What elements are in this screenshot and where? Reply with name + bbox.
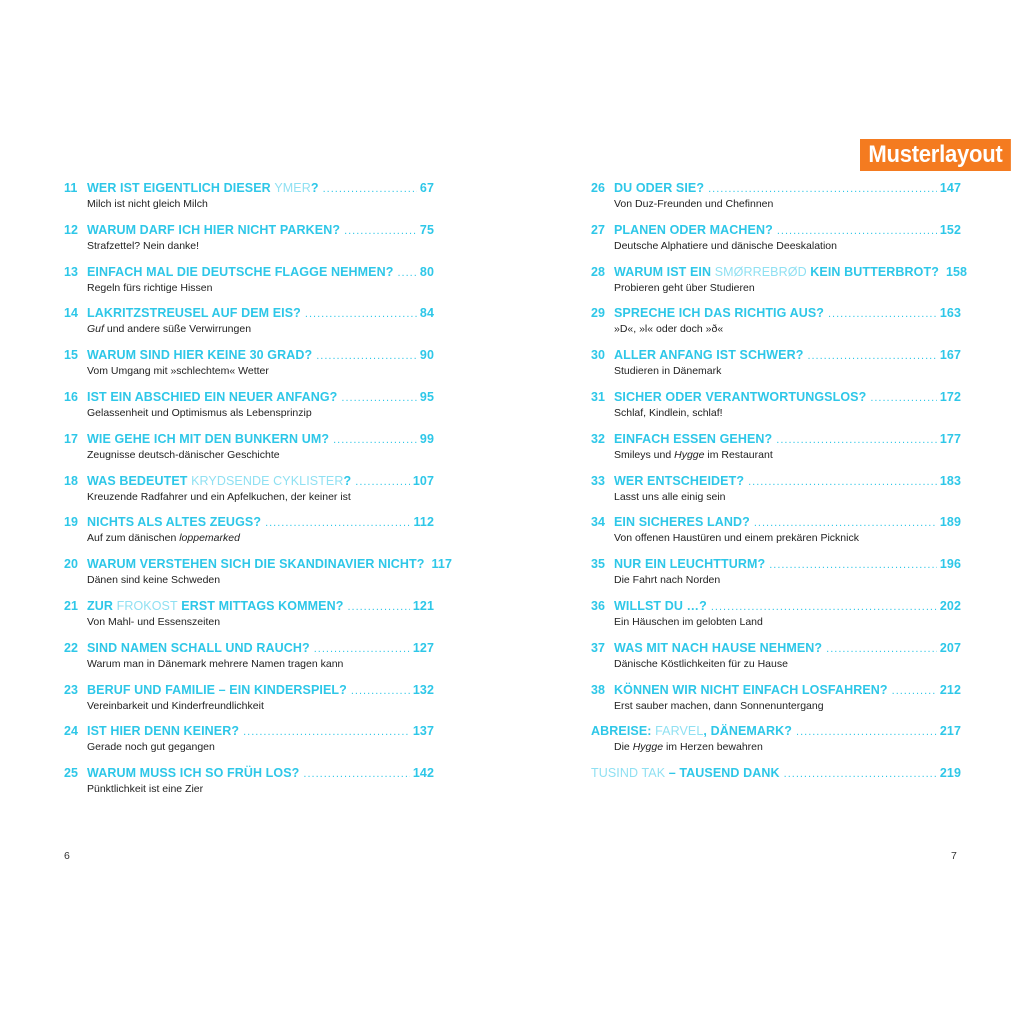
chapter-page: 127 bbox=[412, 640, 434, 655]
chapter-title-part: ? bbox=[310, 181, 319, 195]
chapter-title-part: KÖNNEN WIR NICHT EINFACH LOSFAHREN? bbox=[614, 682, 888, 697]
toc-right-column bbox=[591, 181, 968, 808]
chapter-title-part: WER IST EIGENTLICH DIESER bbox=[87, 181, 275, 195]
chapter-number: 11 bbox=[64, 181, 78, 195]
chapter-subtitle-part: Regeln fürs richtige Hissen bbox=[87, 281, 213, 294]
chapter-page: 95 bbox=[419, 389, 434, 404]
chapter-number: 38 bbox=[591, 682, 606, 697]
chapter-subtitle-part: Deutsche Alphatiere und dänische Deeskalation bbox=[614, 239, 837, 252]
chapter-number: 15 bbox=[64, 348, 79, 363]
chapter-page: 107 bbox=[412, 473, 434, 488]
chapter-title bbox=[614, 265, 939, 279]
chapter-title bbox=[87, 223, 340, 237]
chapter-title-part: YMER bbox=[274, 181, 311, 195]
chapter-title-part: NICHTS ALS ALTES ZEUGS? bbox=[87, 515, 262, 530]
toc-entry bbox=[64, 432, 434, 474]
dot-leader bbox=[314, 643, 410, 655]
chapter-subtitle-part: Von offenen Haustüren und einem prekären Picknick bbox=[614, 532, 859, 545]
chapter-number: 30 bbox=[591, 348, 606, 363]
toc-entry bbox=[64, 683, 434, 725]
chapter-subtitle bbox=[87, 615, 434, 629]
chapter-number: 14 bbox=[64, 306, 79, 321]
chapter-subtitle bbox=[87, 699, 434, 713]
dot-leader bbox=[341, 392, 416, 404]
chapter-number: 33 bbox=[591, 473, 606, 488]
chapter-title bbox=[614, 181, 704, 195]
toc-entry bbox=[64, 223, 434, 265]
dot-leader bbox=[748, 476, 937, 488]
dot-leader bbox=[351, 685, 410, 697]
toc-entry bbox=[64, 557, 452, 599]
chapter-page: 219 bbox=[939, 766, 961, 781]
toc-entry bbox=[591, 264, 968, 307]
chapter-page: 99 bbox=[419, 431, 434, 446]
dot-leader bbox=[316, 350, 417, 362]
chapter-title-part: WAS MIT NACH HAUSE NEHMEN? bbox=[614, 640, 823, 655]
dot-leader bbox=[355, 476, 410, 488]
chapter-subtitle-part: Kreuzende Radfahrer und ein Apfelkuchen, der keiner ist bbox=[87, 490, 351, 503]
chapter-title-part: WAS BEDEUTET bbox=[87, 473, 192, 488]
chapter-subtitle bbox=[614, 322, 961, 336]
chapter-title-part: ? bbox=[343, 473, 352, 488]
toc-entry bbox=[591, 223, 961, 265]
toc-entry-heading bbox=[64, 515, 434, 531]
toc-entry-heading bbox=[591, 515, 961, 531]
chapter-subtitle bbox=[87, 197, 434, 211]
toc-entry bbox=[591, 683, 961, 725]
chapter-title-part: TUSIND TAK bbox=[591, 766, 666, 781]
toc-entry bbox=[64, 265, 434, 307]
chapter-title bbox=[614, 683, 888, 697]
dot-leader bbox=[347, 601, 409, 613]
chapter-title-part: WIE GEHE ICH MIT DEN BUNKERN UM? bbox=[87, 431, 330, 446]
chapter-title-part: ZUR bbox=[87, 598, 117, 613]
chapter-page: 212 bbox=[939, 682, 961, 697]
toc-entry bbox=[591, 766, 961, 808]
toc-entry-heading bbox=[64, 766, 434, 782]
chapter-number: 19 bbox=[64, 515, 79, 530]
chapter-subtitle-part: Ein Häuschen im gelobten Land bbox=[614, 615, 763, 628]
chapter-number: 21 bbox=[64, 598, 79, 613]
chapter-subtitle-part: im Restaurant bbox=[704, 448, 773, 461]
chapter-number: 26 bbox=[591, 181, 606, 195]
chapter-number: 20 bbox=[64, 557, 79, 572]
chapter-title bbox=[591, 766, 780, 780]
toc-entry bbox=[591, 515, 961, 557]
chapter-subtitle bbox=[614, 573, 961, 587]
chapter-title-part: WARUM IST EIN bbox=[614, 264, 715, 279]
chapter-page: 217 bbox=[939, 724, 961, 739]
chapter-subtitle bbox=[614, 197, 961, 211]
chapter-title bbox=[614, 474, 744, 488]
dot-leader bbox=[777, 225, 937, 237]
chapter-title bbox=[614, 557, 765, 571]
chapter-page: 90 bbox=[419, 348, 434, 363]
dot-leader bbox=[708, 183, 937, 195]
chapter-subtitle-part: Vereinbarkeit und Kinderfreundlichkeit bbox=[87, 699, 264, 712]
chapter-title-part: WARUM MUSS ICH SO FRÜH LOS? bbox=[87, 766, 300, 781]
chapter-title-part: KEIN BUTTERBROT? bbox=[806, 264, 939, 279]
page-number-right: 7 bbox=[951, 850, 957, 862]
chapter-subtitle bbox=[87, 239, 434, 253]
chapter-number: 37 bbox=[591, 640, 606, 655]
chapter-title-part: SICHER ODER VERANTWORTUNGSLOS? bbox=[614, 389, 867, 404]
chapter-title bbox=[614, 348, 803, 362]
chapter-title-part: SPRECHE ICH DAS RICHTIG AUS? bbox=[614, 306, 824, 321]
toc-entry-heading bbox=[64, 724, 434, 740]
chapter-title-part: WER ENTSCHEIDET? bbox=[614, 473, 745, 488]
chapter-title bbox=[87, 474, 351, 488]
chapter-title-part: PLANEN ODER MACHEN? bbox=[614, 222, 773, 237]
chapter-title bbox=[614, 223, 773, 237]
chapter-subtitle bbox=[614, 657, 961, 671]
chapter-subtitle-part: im Herzen bewahren bbox=[663, 741, 763, 754]
toc-entry-heading bbox=[591, 766, 961, 782]
chapter-subtitle-part: und andere süße Verwirrungen bbox=[103, 323, 252, 336]
toc-entry bbox=[64, 724, 434, 766]
chapter-page: 172 bbox=[939, 389, 961, 404]
chapter-subtitle bbox=[614, 699, 961, 713]
dot-leader bbox=[397, 267, 416, 279]
toc-entry bbox=[64, 348, 434, 390]
chapter-number: 25 bbox=[64, 766, 79, 781]
chapter-title bbox=[87, 348, 312, 362]
chapter-subtitle-part: Auf zum dänischen bbox=[87, 532, 180, 545]
toc-entry bbox=[591, 724, 961, 766]
toc-entry-heading bbox=[591, 474, 961, 490]
chapter-subtitle-part: Erst sauber machen, dann Sonnenuntergang bbox=[614, 699, 824, 712]
chapter-subtitle bbox=[87, 322, 434, 336]
toc-entry-heading bbox=[591, 181, 961, 197]
chapter-subtitle bbox=[87, 490, 434, 504]
chapter-title-part: BERUF UND FAMILIE – EIN KINDERSPIEL? bbox=[87, 682, 347, 697]
chapter-subtitle bbox=[614, 364, 961, 378]
toc-entry bbox=[64, 641, 434, 683]
chapter-number: 12 bbox=[64, 222, 79, 237]
toc-entry-heading bbox=[591, 724, 961, 740]
toc-entry-heading bbox=[591, 306, 961, 322]
chapter-page: 121 bbox=[412, 598, 434, 613]
chapter-title bbox=[614, 306, 824, 320]
dot-leader bbox=[784, 768, 937, 780]
chapter-subtitle bbox=[614, 239, 961, 253]
chapter-title-part: LAKRITZSTREUSEL AUF DEM EIS? bbox=[87, 306, 301, 321]
chapter-title bbox=[614, 641, 822, 655]
chapter-page: 137 bbox=[412, 724, 434, 739]
toc-entry-heading bbox=[591, 683, 961, 699]
chapter-subtitle-part: Von Mahl- und Essenszeiten bbox=[87, 615, 221, 628]
toc-entry-heading bbox=[591, 348, 961, 364]
chapter-subtitle-part: Strafzettel? Nein danke! bbox=[87, 239, 200, 252]
dot-leader bbox=[323, 183, 417, 195]
chapter-title bbox=[87, 390, 337, 404]
toc-entry bbox=[64, 766, 434, 808]
chapter-title-part: – TAUSEND DANK bbox=[665, 766, 780, 781]
toc-entry-heading bbox=[64, 432, 434, 448]
chapter-page: 163 bbox=[939, 306, 961, 321]
toc-entry bbox=[591, 348, 961, 390]
toc-entry bbox=[591, 306, 961, 348]
chapter-title bbox=[614, 432, 772, 446]
toc-entry-heading bbox=[64, 641, 434, 657]
chapter-page: 142 bbox=[412, 766, 434, 781]
toc-entry bbox=[591, 599, 961, 641]
chapter-page: 80 bbox=[419, 264, 434, 279]
dot-leader bbox=[776, 434, 937, 446]
chapter-subtitle-part: Hygge bbox=[674, 448, 705, 461]
dot-leader bbox=[303, 768, 409, 780]
toc-entry bbox=[591, 641, 961, 683]
chapter-subtitle bbox=[614, 615, 961, 629]
dot-leader bbox=[344, 225, 417, 237]
chapter-subtitle-part: Studieren in Dänemark bbox=[614, 365, 722, 378]
toc-entry-heading bbox=[64, 390, 434, 406]
chapter-title-part: FROKOST bbox=[116, 598, 178, 613]
chapter-page: 147 bbox=[939, 181, 961, 195]
toc-entry bbox=[591, 181, 961, 223]
dot-leader bbox=[333, 434, 417, 446]
toc-entry-heading bbox=[64, 599, 434, 615]
toc-entry bbox=[591, 390, 961, 432]
chapter-title bbox=[87, 515, 261, 529]
chapter-subtitle-part: Die Fahrt nach Norden bbox=[614, 574, 721, 587]
chapter-title-part: EINFACH ESSEN GEHEN? bbox=[614, 431, 773, 446]
toc-entry-heading bbox=[64, 181, 434, 197]
chapter-title bbox=[87, 766, 299, 780]
chapter-page: 117 bbox=[431, 557, 452, 572]
chapter-page: 84 bbox=[419, 306, 434, 321]
toc-entry-heading bbox=[591, 432, 961, 448]
chapter-title bbox=[614, 390, 866, 404]
chapter-title-part: NUR EIN LEUCHTTURM? bbox=[614, 557, 766, 572]
chapter-subtitle-part: Smileys und bbox=[614, 448, 675, 461]
chapter-subtitle-part: Lasst uns alle einig sein bbox=[614, 490, 726, 503]
chapter-subtitle-part: Von Duz-Freunden und Chefinnen bbox=[614, 198, 774, 210]
chapter-subtitle-part: Dänische Köstlichkeiten für zu Hause bbox=[614, 657, 788, 670]
chapter-number: 27 bbox=[591, 222, 606, 237]
chapter-number: 13 bbox=[64, 264, 79, 279]
chapter-title-part: , DÄNEMARK? bbox=[703, 724, 793, 739]
chapter-subtitle bbox=[614, 448, 961, 462]
chapter-subtitle bbox=[614, 490, 961, 504]
chapter-subtitle-part: Dänen sind keine Schweden bbox=[87, 574, 221, 587]
chapter-page: 177 bbox=[939, 431, 961, 446]
chapter-title bbox=[87, 306, 301, 320]
chapter-number: 16 bbox=[64, 389, 79, 404]
dot-leader bbox=[807, 350, 936, 362]
chapter-subtitle-part: Gerade noch gut gegangen bbox=[87, 741, 215, 754]
chapter-number: 35 bbox=[591, 557, 606, 572]
chapter-number: 31 bbox=[591, 389, 606, 404]
chapter-page: 189 bbox=[939, 515, 961, 530]
chapter-page: 202 bbox=[939, 598, 961, 613]
chapter-title bbox=[87, 181, 319, 195]
chapter-page: 152 bbox=[939, 222, 961, 237]
chapter-subtitle bbox=[614, 281, 961, 295]
chapter-title-part: ALLER ANFANG IST SCHWER? bbox=[614, 348, 804, 363]
chapter-page: 207 bbox=[939, 640, 961, 655]
chapter-subtitle-part: Schlaf, Kindlein, schlaf! bbox=[614, 406, 723, 419]
chapter-title-part: SIND NAMEN SCHALL UND RAUCH? bbox=[87, 640, 310, 655]
chapter-number: 17 bbox=[64, 431, 79, 446]
chapter-number: 18 bbox=[64, 473, 79, 488]
chapter-number: 28 bbox=[591, 264, 606, 279]
chapter-subtitle-part: Pünktlichkeit ist eine Zier bbox=[87, 783, 204, 796]
chapter-subtitle bbox=[87, 406, 434, 420]
chapter-title-part: EIN SICHERES LAND? bbox=[614, 515, 750, 530]
toc-entry bbox=[64, 515, 434, 557]
dot-leader bbox=[826, 643, 937, 655]
dot-leader bbox=[265, 517, 410, 529]
chapter-title-part: IST HIER DENN KEINER? bbox=[87, 724, 240, 739]
dot-leader bbox=[243, 726, 410, 738]
chapter-number: 34 bbox=[591, 515, 606, 530]
chapter-page: 67 bbox=[419, 181, 434, 195]
chapter-page: 158 bbox=[945, 264, 968, 279]
toc-entry-heading bbox=[64, 306, 434, 322]
toc-entry-heading bbox=[591, 264, 968, 281]
chapter-title bbox=[87, 599, 343, 613]
toc-entry-heading bbox=[591, 599, 961, 615]
chapter-subtitle bbox=[614, 406, 961, 420]
chapter-number: 32 bbox=[591, 431, 606, 446]
chapter-subtitle bbox=[87, 573, 434, 587]
toc-entry bbox=[64, 390, 434, 432]
chapter-subtitle bbox=[87, 657, 434, 671]
chapter-subtitle-part: »D«, »l« oder doch »ð« bbox=[614, 323, 724, 336]
dot-leader bbox=[870, 392, 937, 404]
chapter-subtitle-part: Zeugnisse deutsch-dänischer Geschichte bbox=[87, 448, 280, 461]
toc-entry bbox=[64, 306, 434, 348]
dot-leader bbox=[796, 726, 937, 738]
toc-entry-heading bbox=[64, 348, 434, 364]
chapter-number: 23 bbox=[64, 682, 79, 697]
chapter-subtitle bbox=[614, 740, 961, 754]
chapter-page: 167 bbox=[939, 348, 961, 363]
toc-entry-heading bbox=[64, 223, 434, 239]
page-number-left: 6 bbox=[64, 850, 70, 862]
toc-left-column bbox=[64, 181, 452, 808]
toc-entry-heading bbox=[591, 390, 961, 406]
dot-leader bbox=[892, 685, 937, 697]
chapter-subtitle bbox=[87, 364, 434, 378]
chapter-title-part: SMØRREBRØD bbox=[714, 264, 807, 279]
chapter-subtitle-part: Hygge bbox=[632, 741, 664, 754]
chapter-subtitle-part: Die bbox=[614, 741, 633, 754]
toc-entry-heading bbox=[591, 557, 961, 573]
toc-entry bbox=[64, 474, 434, 516]
chapter-number: 22 bbox=[64, 640, 79, 655]
toc-entry-heading bbox=[64, 683, 434, 699]
dot-leader bbox=[828, 308, 937, 320]
chapter-title bbox=[87, 683, 347, 697]
chapter-subtitle bbox=[87, 281, 434, 295]
chapter-subtitle bbox=[87, 448, 434, 462]
chapter-subtitle bbox=[614, 531, 961, 545]
chapter-title bbox=[591, 724, 792, 738]
chapter-number: 36 bbox=[591, 598, 606, 613]
chapter-subtitle bbox=[87, 782, 434, 796]
chapter-title-part: ABREISE: bbox=[591, 724, 656, 739]
chapter-subtitle-part: Milch ist nicht gleich Milch bbox=[87, 198, 208, 210]
toc-entry-heading bbox=[591, 223, 961, 239]
chapter-title bbox=[87, 265, 393, 279]
toc-entry-heading bbox=[591, 641, 961, 657]
toc-entry-heading bbox=[64, 265, 434, 281]
chapter-title bbox=[87, 557, 425, 571]
chapter-title-part: EINFACH MAL DIE DEUTSCHE FLAGGE NEHMEN? bbox=[87, 264, 394, 279]
chapter-title-part: WARUM SIND HIER KEINE 30 GRAD? bbox=[87, 348, 313, 363]
chapter-number: 29 bbox=[591, 306, 606, 321]
toc-entry-heading bbox=[64, 474, 434, 490]
chapter-subtitle-part: Probieren geht über Studieren bbox=[614, 281, 755, 294]
dot-leader bbox=[711, 601, 937, 613]
chapter-page: 196 bbox=[939, 557, 961, 572]
musterlayout-banner: Musterlayout bbox=[860, 139, 1011, 171]
chapter-page: 75 bbox=[419, 222, 434, 237]
chapter-subtitle-part: Gelassenheit und Optimismus als Lebensprinzip bbox=[87, 406, 312, 419]
chapter-title-part: IST EIN ABSCHIED EIN NEUER ANFANG? bbox=[87, 389, 338, 404]
chapter-subtitle-part: Guf bbox=[87, 323, 104, 336]
chapter-title-part: DU ODER SIE? bbox=[614, 181, 705, 195]
chapter-title-part: WARUM VERSTEHEN SICH DIE SKANDINAVIER NICHT? bbox=[87, 557, 425, 572]
chapter-subtitle-part: loppemarked bbox=[179, 532, 240, 545]
toc-entry bbox=[591, 474, 961, 516]
chapter-title bbox=[87, 724, 239, 738]
toc-entry bbox=[64, 181, 434, 223]
chapter-subtitle-part: Vom Umgang mit »schlechtem« Wetter bbox=[87, 365, 269, 378]
chapter-title-part: KRYDSENDE CYKLISTER bbox=[191, 473, 344, 488]
chapter-title-part: WARUM DARF ICH HIER NICHT PARKEN? bbox=[87, 222, 341, 237]
chapter-page: 112 bbox=[413, 515, 434, 530]
chapter-page: 132 bbox=[412, 682, 434, 697]
chapter-title bbox=[87, 432, 329, 446]
chapter-subtitle bbox=[87, 740, 434, 754]
toc-entry-heading bbox=[64, 557, 452, 573]
chapter-title-part: WILLST DU …? bbox=[614, 598, 707, 613]
chapter-number: 24 bbox=[64, 724, 79, 739]
toc-entry bbox=[591, 557, 961, 599]
chapter-title bbox=[614, 599, 707, 613]
chapter-title bbox=[614, 515, 750, 529]
dot-leader bbox=[305, 308, 417, 320]
chapter-subtitle bbox=[87, 531, 434, 545]
toc-entry bbox=[64, 599, 434, 641]
chapter-title-part: ERST MITTAGS KOMMEN? bbox=[177, 598, 344, 613]
dot-leader bbox=[754, 517, 937, 529]
chapter-subtitle-part: Warum man in Dänemark mehrere Namen tragen kann bbox=[87, 657, 344, 670]
chapter-page: 183 bbox=[939, 473, 961, 488]
toc-entry bbox=[591, 432, 961, 474]
chapter-title-part: FARVEL bbox=[655, 724, 704, 739]
chapter-title bbox=[87, 641, 310, 655]
dot-leader bbox=[769, 559, 937, 571]
